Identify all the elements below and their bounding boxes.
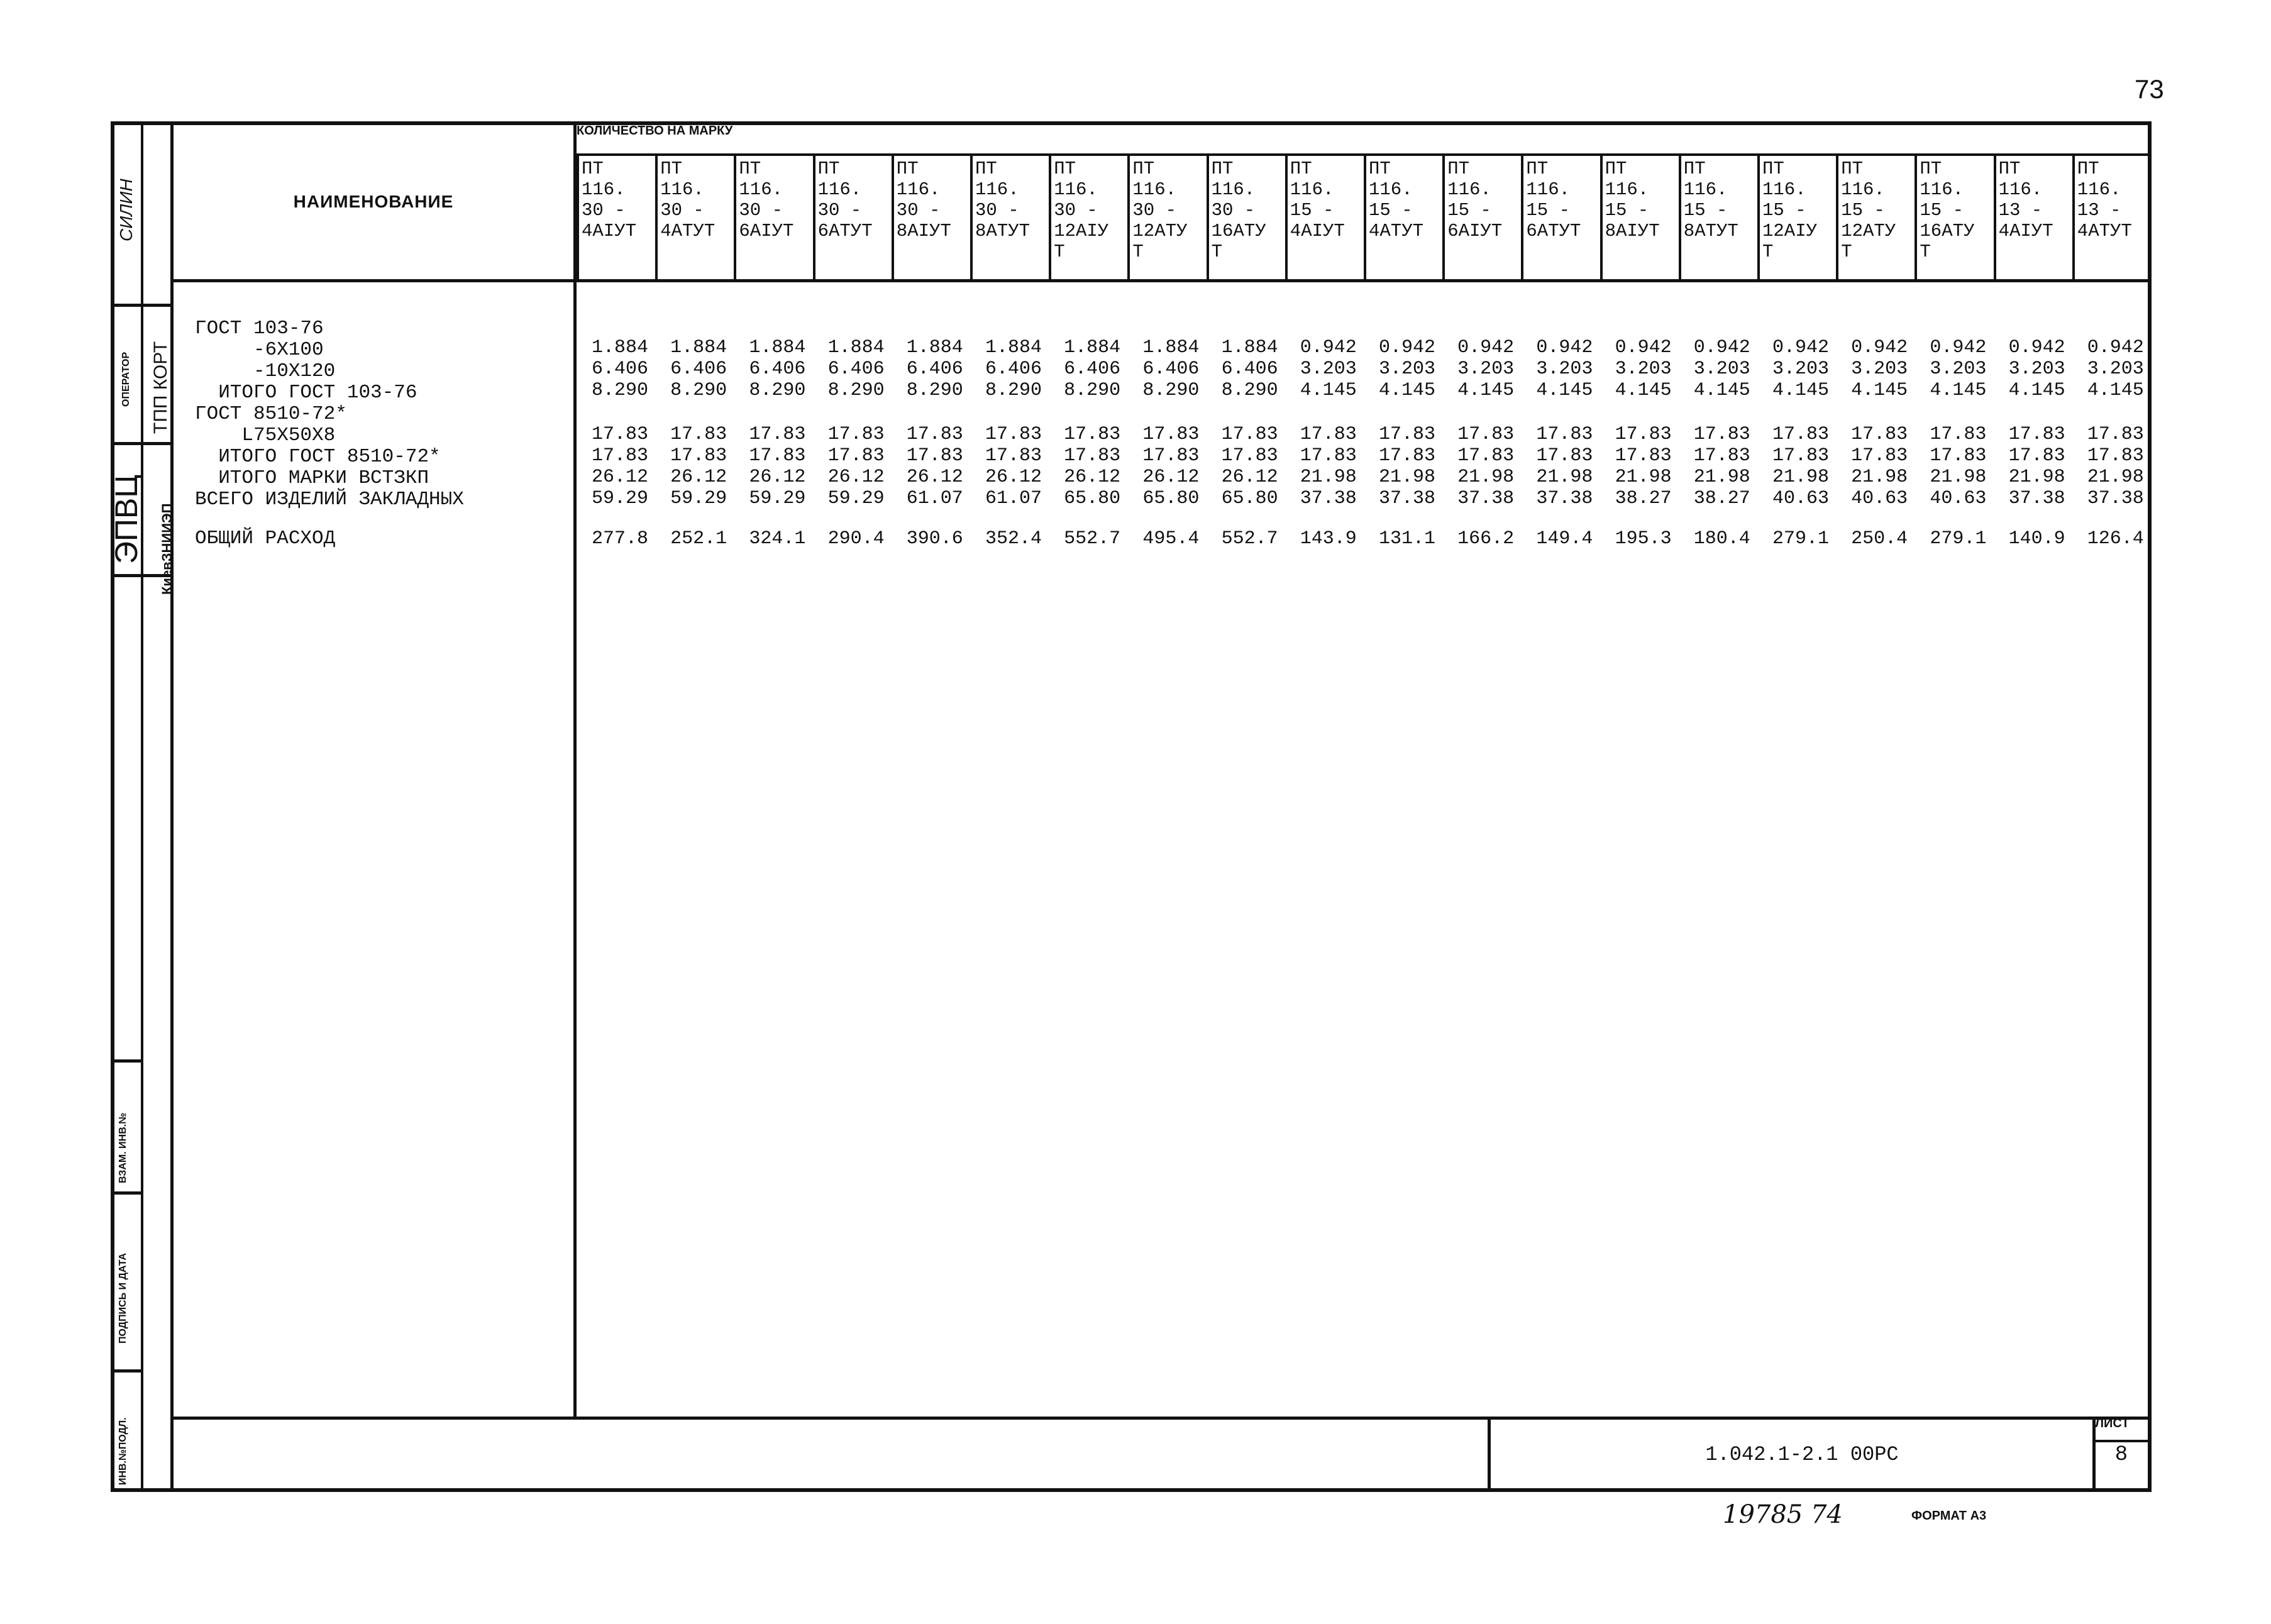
tpp-label: ТПП КОРТ [150,341,171,434]
table-cell: 17.83 [1142,424,1200,445]
table-cell: 17.83 [1300,424,1357,445]
table-cell: 17.83 [1851,445,1908,467]
table-cell: 279.1 [1772,528,1829,550]
table-cell: 1.884 [591,337,648,358]
column-header-line: 116. [1762,179,1806,200]
column-header-line: 15 - [1683,200,1728,221]
table-cell: 143.9 [1300,528,1357,550]
column-header-line: ПТ [1920,158,1942,179]
table-cell: 3.203 [2087,358,2144,380]
column-header-line: ПТ [1605,158,1627,179]
table-cell: 17.83 [1615,424,1672,445]
table-cell: 290.4 [827,528,885,550]
table-cell: 40.63 [1851,488,1908,509]
table-cell: 3.203 [1457,358,1515,380]
table-cell: 17.83 [827,424,885,445]
table-cell: 38.27 [1693,488,1750,509]
table-cell: 495.4 [1142,528,1200,550]
table-cell: 8.290 [1064,380,1121,401]
column-header-line: 30 - [1132,200,1177,221]
column-header-line: 30 - [1054,200,1098,221]
column-header-line: 30 - [896,200,941,221]
table-cell: 17.83 [1693,445,1750,467]
table-cell: 17.83 [670,445,727,467]
table-cell: 8.290 [985,380,1042,401]
column-header [970,156,1049,279]
table-cell: 6.406 [827,358,885,380]
table-cell: 4.145 [1378,380,1435,401]
table-cell: 21.98 [1851,467,1908,488]
column-header-line: 6АIУТ [739,221,794,241]
row-name: ГОСТ 8510-72* [195,403,347,425]
column-header [1836,156,1915,279]
column-header-line: 116. [1054,179,1098,200]
table-cell: 17.83 [749,424,806,445]
institute-label: КиевЗНИИЭП [159,503,175,595]
table-cell: 552.7 [1064,528,1121,550]
table-cell: 17.83 [1930,445,1987,467]
table-cell: 17.83 [591,445,648,467]
table-cell: 59.29 [591,488,648,509]
table-cell: 37.38 [1457,488,1515,509]
column-header-line: 116. [1605,179,1649,200]
table-cell: 0.942 [1615,337,1672,358]
table-cell: 4.145 [2008,380,2065,401]
format-label: ФОРМАТ А3 [1911,1509,1987,1523]
column-header-line: ПТ [1526,158,1549,179]
table-cell: 65.80 [1064,488,1121,509]
table-cell: 0.942 [1300,337,1357,358]
column-header-line: 16АТУ [1920,221,1975,241]
column-header-line: 116. [1132,179,1177,200]
table-cell: 21.98 [1300,467,1357,488]
column-header-line: 4АТУТ [660,221,716,241]
row-name: -6Х100 [195,339,324,361]
column-header-line: 4АIУТ [1998,221,2053,241]
table-cell: 8.290 [670,380,727,401]
table-cell: 37.38 [2008,488,2065,509]
name-column-divider [573,121,577,1420]
column-header-line: 15 - [1605,200,1649,221]
table-cell: 166.2 [1457,528,1515,550]
column-header-line: 15 - [1447,200,1491,221]
column-header [2072,156,2151,279]
row-name: L75Х50Х8 [195,424,336,446]
column-header-line: Т [1841,241,1852,262]
column-header-line: 4АТУТ [1369,221,1424,241]
table-cell: 40.63 [1772,488,1829,509]
column-header [1915,156,1993,279]
table-cell: 8.290 [1142,380,1200,401]
column-header-line: Т [1211,241,1222,262]
table-cell: 8.290 [591,380,648,401]
column-header-line: Т [1054,241,1065,262]
column-header-line: 6АТУТ [1526,221,1581,241]
row-name: ГОСТ 103-76 [195,318,324,340]
table-cell: 1.884 [1064,337,1121,358]
table-cell: 126.4 [2087,528,2144,550]
table-cell: 4.145 [1930,380,1987,401]
table-cell: 1.884 [906,337,963,358]
list-number: 8 [2114,1443,2128,1467]
table-cell: 1.884 [670,337,727,358]
table-cell: 324.1 [749,528,806,550]
column-header-line: 15 - [1290,200,1334,221]
handwritten-number: 19785 74 [1723,1500,1843,1529]
column-header [1364,156,1442,279]
column-header-line: 4АТУТ [2077,221,2132,241]
table-cell: 17.83 [906,445,963,467]
column-header-line: ПТ [1841,158,1863,179]
column-header-line: 116. [582,179,626,200]
table-cell: 1.884 [985,337,1042,358]
table-cell: 0.942 [1378,337,1435,358]
table-cell: 21.98 [2008,467,2065,488]
table-cell: 6.406 [906,358,963,380]
table-cell: 17.83 [1615,445,1672,467]
table-cell: 26.12 [906,467,963,488]
column-header-line: 6АIУТ [1447,221,1503,241]
table-cell: 21.98 [1457,467,1515,488]
table-cell: 17.83 [1378,445,1435,467]
column-header [1521,156,1600,279]
table-cell: 17.83 [827,445,885,467]
table-cell: 17.83 [1300,445,1357,467]
table-cell: 17.83 [1930,424,1987,445]
column-header-line: ПТ [739,158,761,179]
operator-label: ОПЕРАТОР [121,351,131,407]
table-cell: 250.4 [1851,528,1908,550]
column-header [1207,156,1285,279]
column-header-line: ПТ [1998,158,2021,179]
table-cell: 1.884 [1142,337,1200,358]
column-header-line: 15 - [1920,200,1964,221]
column-header [1757,156,1836,279]
column-header-line: 116. [1447,179,1491,200]
column-header-line: Т [1132,241,1144,262]
column-header-line: 116. [975,179,1019,200]
table-cell: 17.83 [2008,445,2065,467]
table-cell: 17.83 [1378,424,1435,445]
table-cell: 37.38 [1536,488,1593,509]
column-header-line: 12АТУ [1132,221,1188,241]
column-header-line: Т [1920,241,1931,262]
table-cell: 17.83 [1536,424,1593,445]
column-header-line: 8АIУТ [896,221,951,241]
table-cell: 1.884 [1221,337,1278,358]
column-header-line: 13 - [2077,200,2121,221]
vzam-inv-label: ВЗАМ. ИНВ.№ [118,1112,128,1183]
column-header [1049,156,1127,279]
column-header-line: 15 - [1841,200,1885,221]
table-cell: 17.83 [1457,445,1515,467]
table-cell: 61.07 [906,488,963,509]
column-header [1442,156,1521,279]
table-cell: 552.7 [1221,528,1278,550]
table-cell: 26.12 [591,467,648,488]
column-header-line: ПТ [1211,158,1234,179]
column-header-line: 30 - [817,200,862,221]
table-cell: 3.203 [1378,358,1435,380]
column-header-line: 15 - [1526,200,1571,221]
epvc-label: ЭПВЦ [109,474,144,564]
column-header-line: 30 - [739,200,783,221]
table-cell: 0.942 [1693,337,1750,358]
row-name: ИТОГО ГОСТ 103-76 [195,382,417,404]
table-cell: 21.98 [2087,467,2144,488]
table-cell: 65.80 [1221,488,1278,509]
list-divider-h [2092,1440,2152,1442]
row-name: ИТОГО ГОСТ 8510-72* [195,446,441,468]
row-name: -10Х120 [195,360,336,382]
table-cell: 17.83 [1221,424,1278,445]
table-cell: 17.83 [1142,445,1200,467]
column-header-line: 13 - [1998,200,2043,221]
column-header-line: 12АIУ [1054,221,1109,241]
table-cell: 390.6 [906,528,963,550]
table-cell: 8.290 [1221,380,1278,401]
table-cell: 59.29 [749,488,806,509]
table-cell: 195.3 [1615,528,1672,550]
column-header-line: 30 - [1211,200,1256,221]
table-cell: 37.38 [1300,488,1357,509]
table-cell: 1.884 [749,337,806,358]
column-header [577,156,655,279]
column-header [1600,156,1679,279]
table-cell: 17.83 [985,445,1042,467]
podpis-data-label: ПОДПИСЬ И ДАТА [118,1252,128,1344]
column-header-line: ПТ [1369,158,1391,179]
table-cell: 8.290 [906,380,963,401]
signature-name: СИЛИН [116,179,136,241]
column-header-line: 8АТУТ [975,221,1031,241]
column-header-line: 116. [660,179,704,200]
table-cell: 8.290 [749,380,806,401]
column-header-line: ПТ [1447,158,1469,179]
table-cell: 26.12 [749,467,806,488]
column-header-line: ПТ [817,158,840,179]
column-header [813,156,892,279]
table-cell: 21.98 [1536,467,1593,488]
drawing-frame [111,121,2152,1492]
table-cell: 4.145 [2087,380,2144,401]
side-stamp-column [111,121,174,1492]
column-header-line: 30 - [582,200,626,221]
list-label: ЛИСТ [2095,1417,2130,1430]
column-header-line: 4АIУТ [582,221,637,241]
table-cell: 59.29 [827,488,885,509]
quantity-header: КОЛИЧЕСТВО НА МАРКУ [577,124,733,138]
table-cell: 3.203 [1693,358,1750,380]
table-cell: 3.203 [1851,358,1908,380]
table-cell: 0.942 [1930,337,1987,358]
table-cell: 21.98 [1772,467,1829,488]
column-header-line: ПТ [1132,158,1155,179]
table-cell: 149.4 [1536,528,1593,550]
column-header-line: 116. [1841,179,1885,200]
table-cell: 4.145 [1772,380,1829,401]
table-cell: 0.942 [1457,337,1515,358]
table-cell: 26.12 [1064,467,1121,488]
column-header-line: 116. [1683,179,1728,200]
table-cell: 0.942 [2008,337,2065,358]
column-header-line: 30 - [660,200,704,221]
column-header [655,156,734,279]
table-cell: 0.942 [1536,337,1593,358]
table-cell: 17.83 [1064,445,1121,467]
table-cell: 65.80 [1142,488,1200,509]
table-cell: 352.4 [985,528,1042,550]
column-header-line: 116. [817,179,862,200]
table-cell: 3.203 [1300,358,1357,380]
column-header-line: ПТ [660,158,682,179]
table-cell: 6.406 [1142,358,1200,380]
column-header-line: 15 - [1762,200,1806,221]
column-header-line: 116. [1211,179,1256,200]
table-cell: 17.83 [1221,445,1278,467]
table-cell: 1.884 [827,337,885,358]
column-header-line: ПТ [582,158,604,179]
table-cell: 4.145 [1536,380,1593,401]
column-header [734,156,812,279]
column-header-line: 116. [1290,179,1334,200]
table-cell: 26.12 [827,467,885,488]
table-cell: 8.290 [827,380,885,401]
column-header-line: 30 - [975,200,1019,221]
table-cell: 3.203 [2008,358,2065,380]
table-cell: 131.1 [1378,528,1435,550]
row-name: ВСЕГО ИЗДЕЛИЙ ЗАКЛАДНЫХ [195,489,464,511]
column-header [892,156,970,279]
column-header-line: 15 - [1369,200,1413,221]
table-cell: 17.83 [1693,424,1750,445]
column-header-line: 116. [896,179,941,200]
column-header [1285,156,1364,279]
table-cell: 17.83 [1457,424,1515,445]
table-cell: 26.12 [670,467,727,488]
column-header-line: 116. [1526,179,1571,200]
table-cell: 17.83 [1851,424,1908,445]
table-cell: 26.12 [1221,467,1278,488]
table-cell: 0.942 [2087,337,2144,358]
column-header-line: 4АIУТ [1290,221,1345,241]
table-cell: 17.83 [1772,424,1829,445]
table-cell: 277.8 [591,528,648,550]
table-cell: 4.145 [1615,380,1672,401]
table-cell: 37.38 [2087,488,2144,509]
table-cell: 40.63 [1930,488,1987,509]
column-header-line: 8АIУТ [1605,221,1660,241]
table-cell: 6.406 [1221,358,1278,380]
table-cell: 0.942 [1772,337,1829,358]
table-cell: 21.98 [1615,467,1672,488]
page-number: 73 [2135,74,2164,104]
table-cell: 17.83 [1772,445,1829,467]
column-header-line: 16АТУ [1211,221,1266,241]
table-cell: 17.83 [2008,424,2065,445]
table-cell: 26.12 [985,467,1042,488]
table-cell: 61.07 [985,488,1042,509]
table-cell: 6.406 [985,358,1042,380]
table-cell: 6.406 [749,358,806,380]
table-cell: 6.406 [1064,358,1121,380]
table-cell: 180.4 [1693,528,1750,550]
column-header-line: ПТ [2077,158,2099,179]
table-cell: 3.203 [1930,358,1987,380]
table-cell: 17.83 [2087,424,2144,445]
table-cell: 6.406 [591,358,648,380]
table-cell: 59.29 [670,488,727,509]
table-cell: 3.203 [1772,358,1829,380]
column-header-line: 116. [1998,179,2043,200]
column-header-line: 116. [1920,179,1964,200]
table-cell: 3.203 [1536,358,1593,380]
column-header-line: ПТ [1290,158,1312,179]
table-cell: 140.9 [2008,528,2065,550]
column-header-line: 12АIУ [1762,221,1818,241]
table-cell: 17.83 [670,424,727,445]
column-header-line: 6АТУТ [817,221,873,241]
column-header-line: 116. [739,179,783,200]
table-cell: 17.83 [906,424,963,445]
column-header-line: ПТ [896,158,919,179]
column-header-line: ПТ [975,158,997,179]
table-cell: 4.145 [1457,380,1515,401]
table-cell: 21.98 [1930,467,1987,488]
column-header-line: ПТ [1762,158,1784,179]
column-header [1994,156,2072,279]
column-header-line: 8АТУТ [1683,221,1738,241]
table-cell: 0.942 [1851,337,1908,358]
table-cell: 26.12 [1142,467,1200,488]
table-cell: 17.83 [1536,445,1593,467]
table-cell: 3.203 [1615,358,1672,380]
document-code: 1.042.1-2.1 00РС [1705,1443,1899,1466]
column-header-line: 116. [1369,179,1413,200]
table-cell: 17.83 [749,445,806,467]
column-header-line: ПТ [1683,158,1706,179]
inv-podl-label: ИНВ.№ПОДЛ. [118,1417,128,1485]
table-cell: 17.83 [2087,445,2144,467]
table-cell: 4.145 [1300,380,1357,401]
table-cell: 17.83 [985,424,1042,445]
column-header [1127,156,1206,279]
table-cell: 4.145 [1851,380,1908,401]
row-name: ОБЩИЙ РАСХОД [195,528,336,550]
table-cell: 17.83 [591,424,648,445]
table-cell: 37.38 [1378,488,1435,509]
table-cell: 252.1 [670,528,727,550]
table-cell: 4.145 [1693,380,1750,401]
stamp-top-line [174,1417,2152,1420]
table-cell: 279.1 [1930,528,1987,550]
table-cell: 38.27 [1615,488,1672,509]
column-header-line: ПТ [1054,158,1076,179]
row-name: ИТОГО МАРКИ ВСТЗКП [195,467,429,489]
column-header-line: Т [1762,241,1774,262]
column-header-line: 12АТУ [1841,221,1896,241]
table-cell: 6.406 [670,358,727,380]
column-header-line: 116. [2077,179,2121,200]
name-column-header: НАИМЕНОВАНИЕ [293,191,454,211]
column-header [1679,156,1757,279]
table-cell: 21.98 [1693,467,1750,488]
table-cell: 21.98 [1378,467,1435,488]
table-cell: 17.83 [1064,424,1121,445]
